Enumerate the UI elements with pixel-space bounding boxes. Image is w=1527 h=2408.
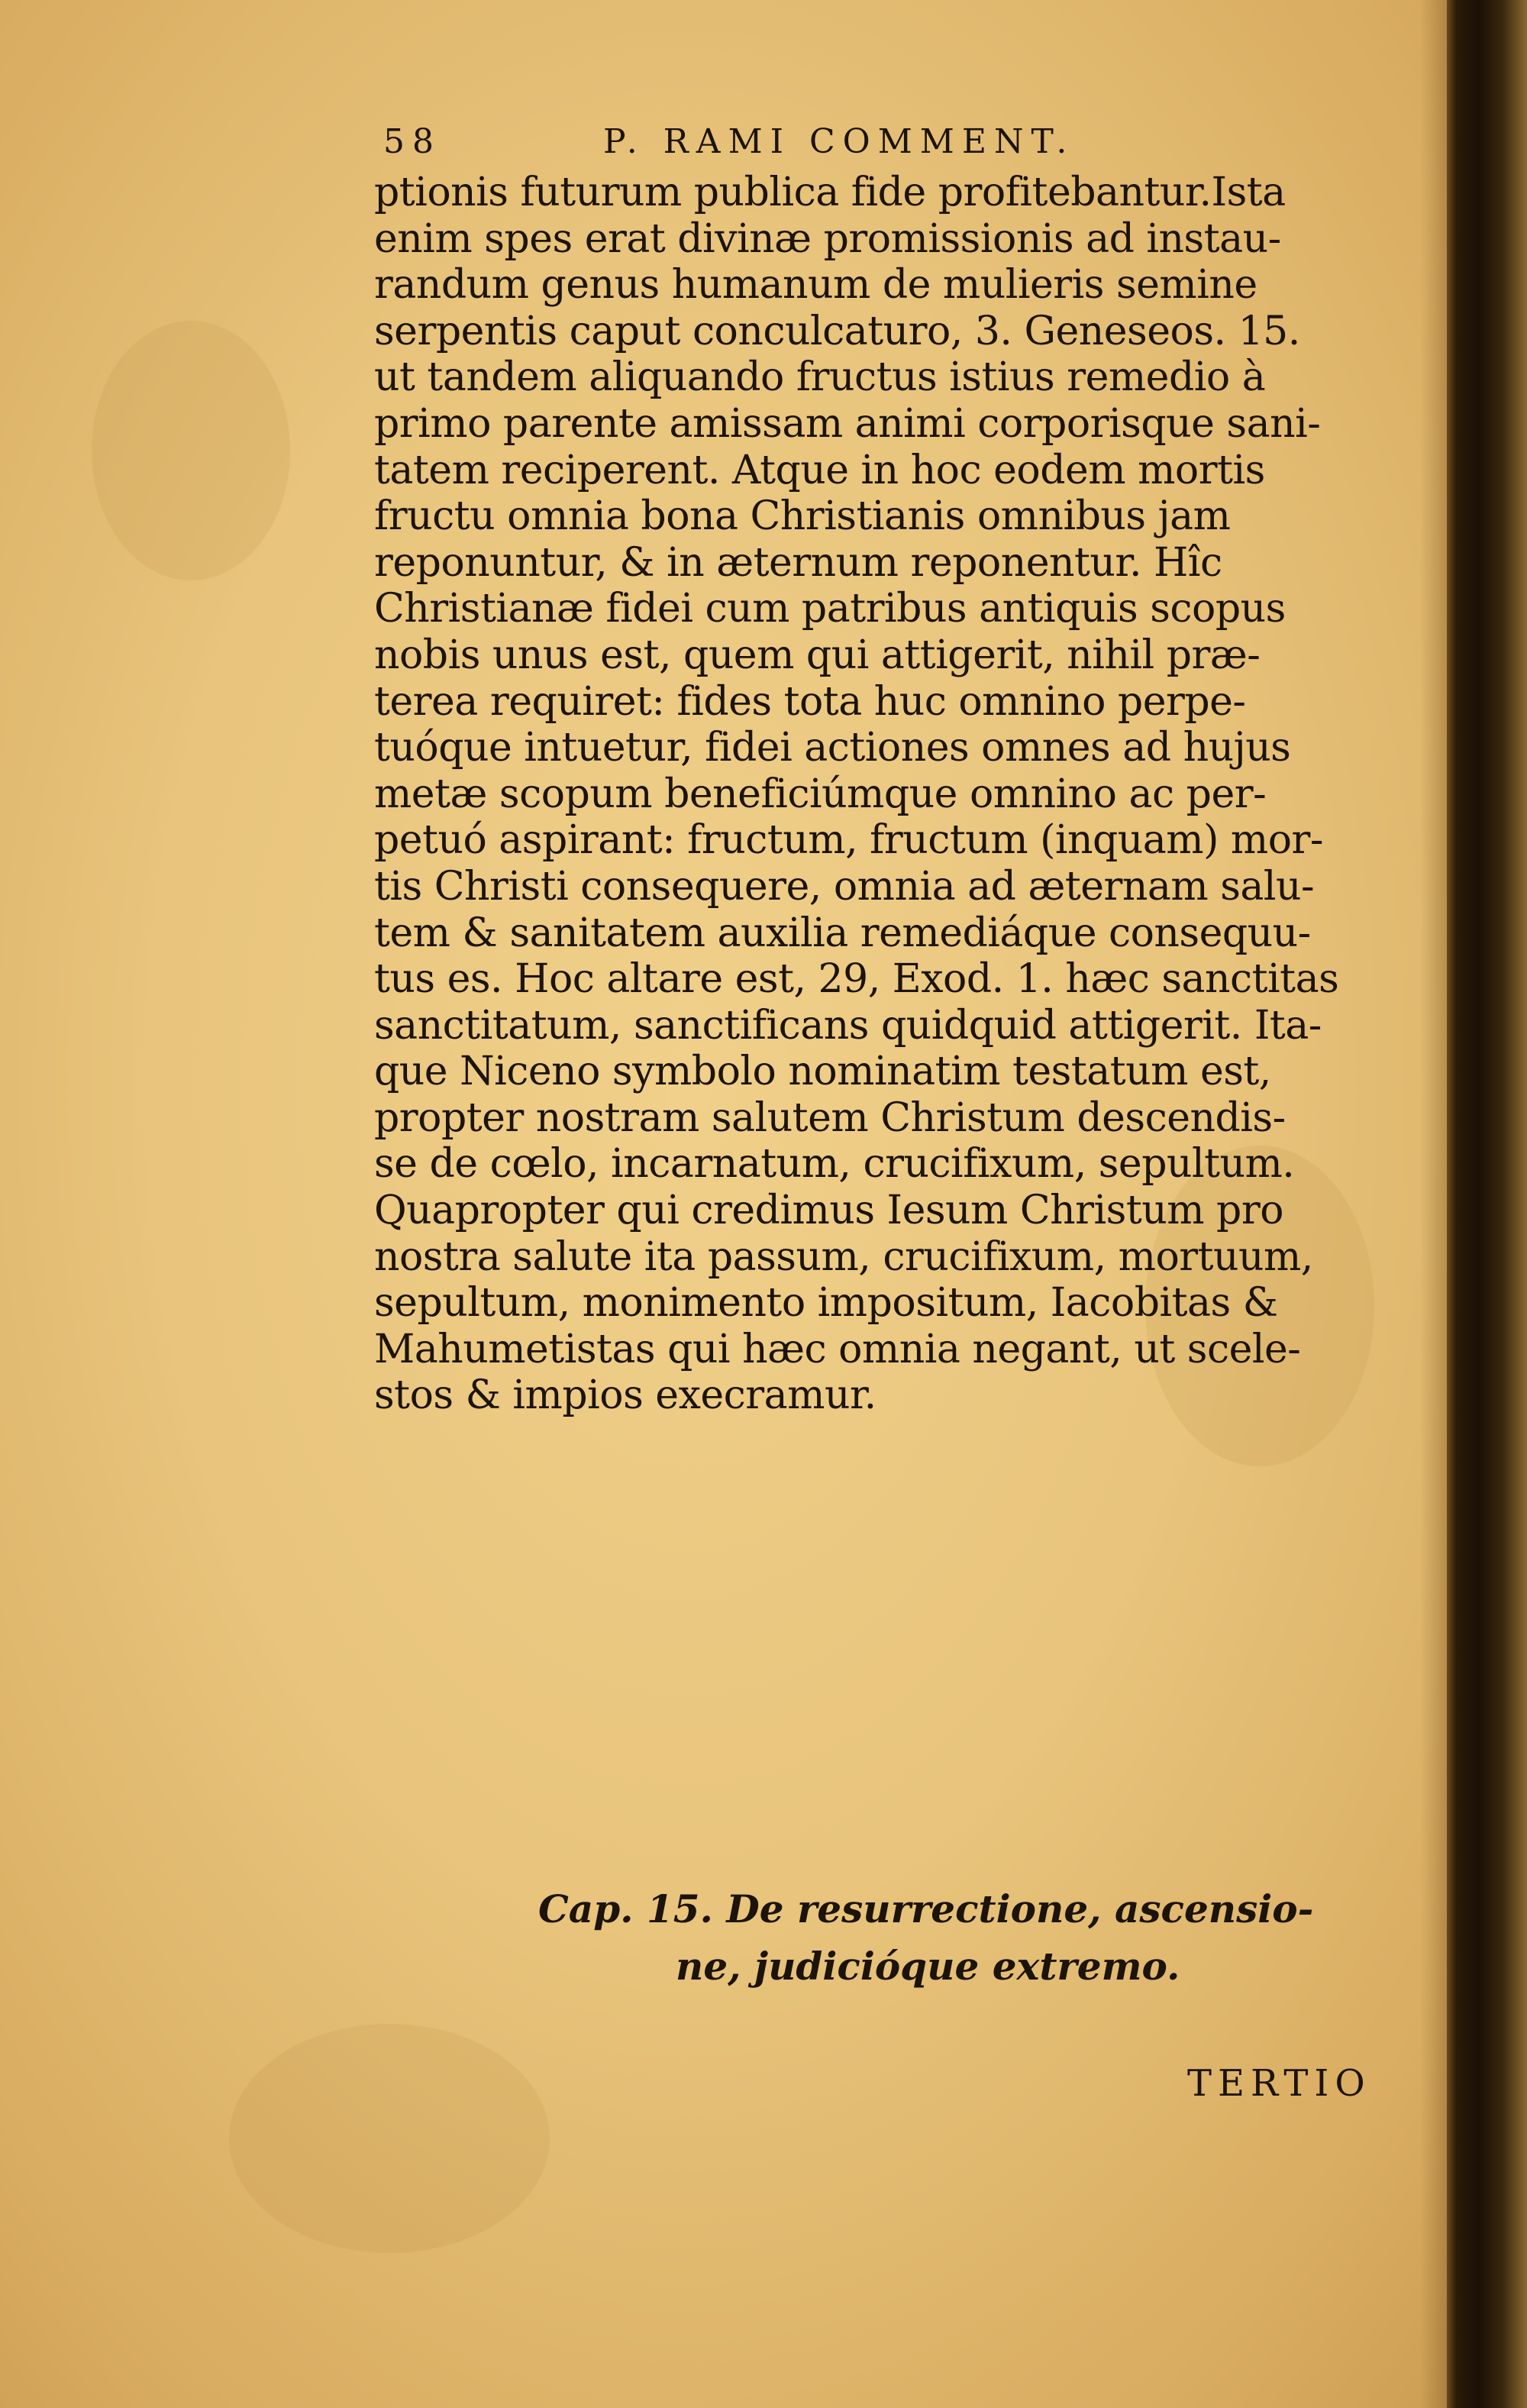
chapter-heading: Cap. 15. De resurrectione, ascensio- xyxy=(538,1886,1314,1931)
text-line: se de cœlo, incarnatum, crucifixum, sepultum. xyxy=(374,1141,1295,1188)
text-line: sepultum, monimento impositum, Iacobitas & xyxy=(374,1280,1278,1327)
text-line: nobis unus est, quem qui attigerit, nihil præ- xyxy=(374,632,1261,678)
text-line: propter nostram salutem Christum descendis- xyxy=(374,1094,1286,1141)
text-line: tatem reciperent. Atque in hoc eodem mortis xyxy=(374,447,1265,493)
text-line: terea requiret: fides tota huc omnino perpe- xyxy=(374,678,1246,725)
text-line: Mahumetistas qui hæc omnia negant, ut scele- xyxy=(374,1326,1301,1372)
running-head: P. RAMI COMMENT. xyxy=(603,122,1075,161)
text-line: Quapropter qui credimus Iesum Christum pro xyxy=(374,1188,1283,1234)
text-line: enim spes erat divinæ promissionis ad instau- xyxy=(374,215,1281,262)
catchword: TERTIO xyxy=(1187,2062,1371,2105)
paper-stain xyxy=(92,321,290,580)
text-line: sanctitatum, sanctificans quidquid attigerit. Ita- xyxy=(374,1002,1322,1049)
page-header xyxy=(374,122,1412,176)
text-line: Christianæ fidei cum patribus antiquis scopus xyxy=(374,586,1286,632)
text-line: metæ scopum beneficiúmque omnino ac per- xyxy=(374,771,1267,817)
text-line: fructu omnia bona Christianis omnibus jam xyxy=(374,493,1231,540)
page-gutter-shadow xyxy=(1420,0,1451,2408)
text-line: randum genus humanum de mulieris semine xyxy=(374,262,1257,309)
text-line: nostra salute ita passum, crucifixum, mortuum, xyxy=(374,1233,1313,1280)
text-line: ptionis futurum publica fide profitebantur.Ista xyxy=(374,170,1286,215)
text-line: ut tandem aliquando fructus istius remedio à xyxy=(374,354,1266,401)
text-line: tuóque intuetur, fidei actiones omnes ad hujus xyxy=(374,725,1291,771)
page-number: 58 xyxy=(383,122,441,161)
text-line: primo parente amissam animi corporisque sani- xyxy=(374,400,1321,447)
body-text xyxy=(374,170,1412,1419)
text-line: tis Christi consequere, omnia ad æternam salu- xyxy=(374,863,1315,910)
text-line: serpentis caput conculcaturo, 3. Geneseos. 15. xyxy=(374,308,1300,354)
text-line: tem & sanitatem auxilia remediáque consequu- xyxy=(374,910,1311,956)
book-spine xyxy=(1447,0,1527,2408)
text-line: que Niceno symbolo nominatim testatum est, xyxy=(374,1049,1271,1095)
chapter-heading-continuation: ne, judicióque extremo. xyxy=(676,1944,1180,1989)
text-line: tus es. Hoc altare est, 29, Exod. 1. hæc sanctitas xyxy=(374,956,1339,1003)
paper-stain xyxy=(229,2024,550,2253)
text-line: petuó aspirant: fructum, fructum (inquam) mor- xyxy=(374,817,1323,864)
text-line: reponuntur, & in æternum reponentur. Hîc xyxy=(374,539,1222,586)
text-line: stos & impios execramur. xyxy=(374,1372,876,1419)
